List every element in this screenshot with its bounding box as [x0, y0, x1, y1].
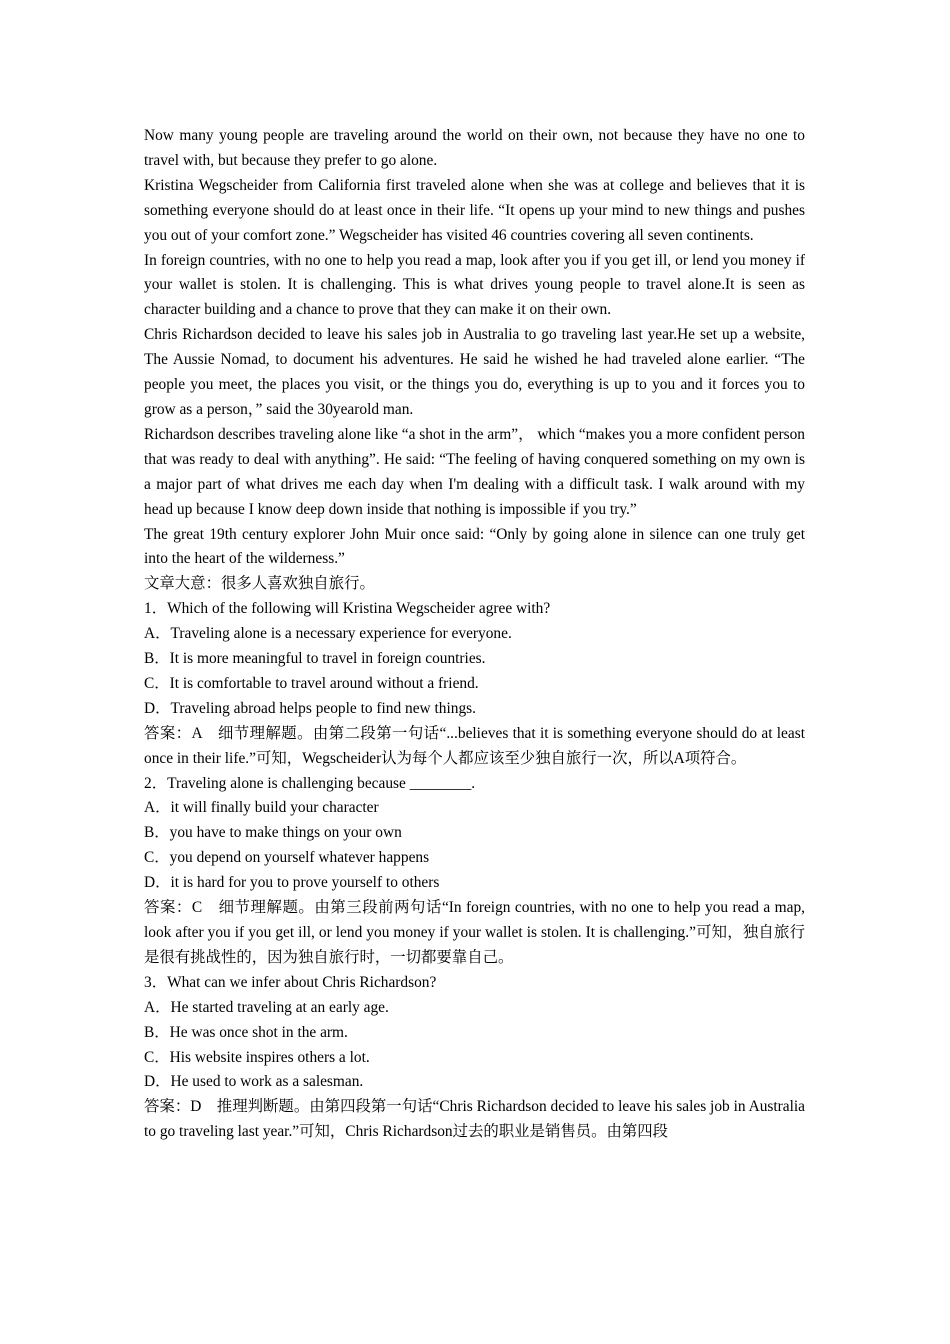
question-2-option-d: D．it is hard for you to prove yourself to others [144, 874, 440, 892]
question-3-option-b: B．He was once shot in the arm. [144, 1023, 348, 1041]
question-3-answer: 答案：D 推理判断题。由第四段第一句话“Chris Richardson decided to leave his sales job in Australia to go traveling last year.”可知，Chris Richardson过去的职业是销售员。由第四段 [144, 1098, 805, 1141]
passage-paragraph-6: The great 19th century explorer John Muir once said: “Only by going alone in silence can one truly get into the heart of the wilderness.” [144, 525, 805, 568]
question-1-option-d: D．Traveling abroad helps people to find new things. [144, 699, 476, 717]
question-3-option-d: D．He used to work as a salesman. [144, 1073, 364, 1091]
question-2-stem: 2．Traveling alone is challenging because ________. [144, 774, 476, 792]
question-1-answer: 答案：A 细节理解题。由第二段第一句话“...believes that it is something everyone should do at least once in their life.”可知，Wegscheider认为每个人都应该至少独自旅行一次，所以A项符合。 [144, 724, 805, 767]
question-3-stem: 3．What can we infer about Chris Richardson? [144, 973, 437, 991]
question-2-answer: 答案：C 细节理解题。由第三段前两句话“In foreign countries, with no one to help you read a map, look after you if you get ill, or lend you money if your wallet is stolen. It is challenging.”可知，独自旅行是很有挑战性的，因为独自旅行时，一切都要靠自己。 [144, 899, 805, 966]
summary: 文章大意：很多人喜欢独自旅行。 [144, 575, 375, 593]
question-2-option-b: B．you have to make things on your own [144, 824, 402, 842]
question-1-option-c: C．It is comfortable to travel around without a friend. [144, 674, 479, 692]
passage-paragraph-4: Chris Richardson decided to leave his sales job in Australia to go traveling last year.He set up a website, The Aussie Nomad, to document his adventures. He said he wished he had traveled alone earlier. “The people you meet, the places you visit, or the things you do, everything is up to you and it forces you to grow as a person，” said the 30yearold man. [144, 326, 805, 418]
passage-paragraph-3: In foreign countries, with no one to help you read a map, look after you if you get ill, or lend you money if your wallet is stolen. It is challenging. This is what drives young people to travel alone.It is seen as character building and a chance to prove that they can make it on their own. [144, 251, 805, 319]
document-page [144, 124, 805, 1145]
question-1-option-b: B．It is more meaningful to travel in foreign countries. [144, 650, 486, 668]
passage-paragraph-1: Now many young people are traveling around the world on their own, not because they have no one to travel with, but because they prefer to go alone. [144, 127, 805, 169]
question-3-option-a: A．He started traveling at an early age. [144, 998, 389, 1016]
question-2-option-a: A．it will finally build your character [144, 799, 379, 817]
question-3-option-c: C．His website inspires others a lot. [144, 1048, 370, 1066]
passage-paragraph-5: Richardson describes traveling alone like “a shot in the arm”， which “makes you a more confident person that was ready to deal with anything”. He said: “The feeling of having conquered something on my own is a major part of what drives me each day when I'm dealing with a difficult task. I walk around with my head up because I know deep down inside that nothing is impossible if you try.” [144, 425, 805, 518]
question-1-option-a: A．Traveling alone is a necessary experience for everyone. [144, 625, 512, 643]
passage-paragraph-2: Kristina Wegscheider from California first traveled alone when she was at college and believes that it is something everyone should do at least once in their life. “It opens up your mind to new things and pushes you out of your comfort zone.” Wegscheider has visited 46 countries covering all seven continents. [144, 176, 805, 244]
question-1-stem: 1．Which of the following will Kristina Wegscheider agree with? [144, 600, 551, 618]
question-2-option-c: C．you depend on yourself whatever happens [144, 849, 430, 867]
